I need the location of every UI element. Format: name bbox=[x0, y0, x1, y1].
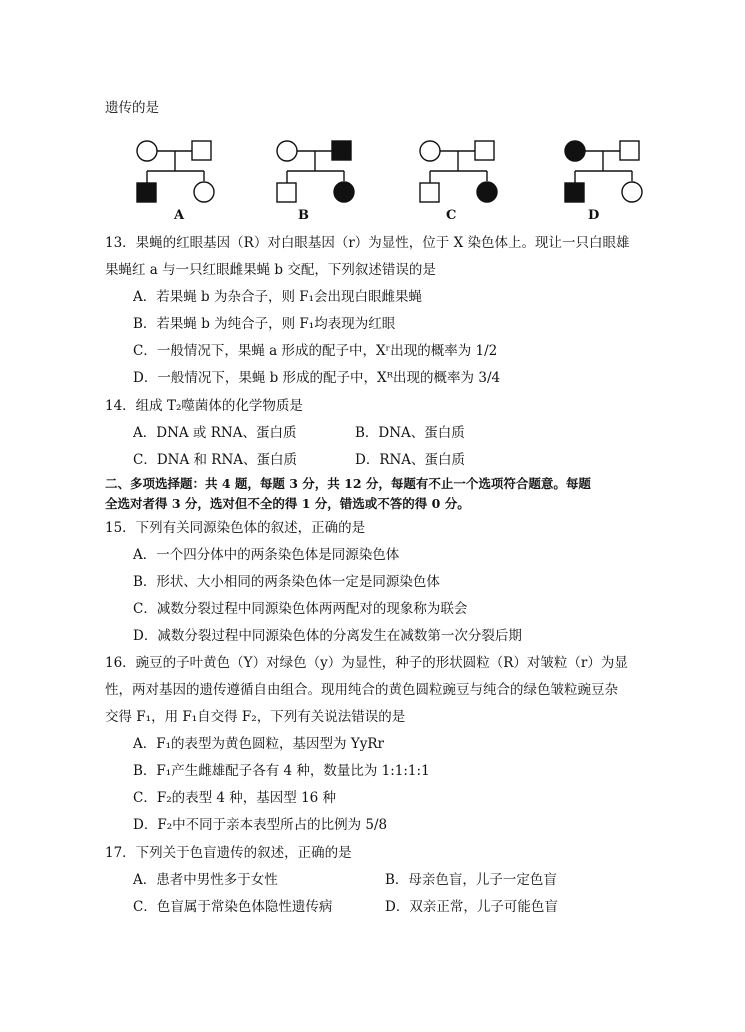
pedigree-diagrams bbox=[125, 135, 645, 230]
q17-option-b: B．母亲色盲，儿子一定色盲 bbox=[385, 872, 557, 888]
q15-stem: 15．下列有关同源染色体的叙述，正确的是 bbox=[105, 520, 366, 536]
q13-option-c: C．一般情况下，果蝇 a 形成的配子中，Xʳ出现的概率为 1/2 bbox=[133, 343, 498, 359]
q17-option-d: D．双亲正常，儿子可能色盲 bbox=[385, 899, 558, 915]
q15-option-d: D．减数分裂过程中同源染色体的分离发生在减数第一次分裂后期 bbox=[133, 628, 522, 644]
q13-option-b: B．若果蝇 b 为纯合子，则 F₁均表现为红眼 bbox=[133, 316, 396, 332]
q13-option-a: A．若果蝇 b 为杂合子，则 F₁会出现白眼雌果蝇 bbox=[133, 289, 423, 305]
pedigree-a bbox=[137, 141, 214, 202]
pedigree-label-d: D bbox=[588, 208, 600, 223]
pedigree-label-c: C bbox=[446, 208, 457, 223]
pedigree-label-a: A bbox=[174, 208, 185, 223]
pedigree-c bbox=[420, 141, 497, 202]
q17-stem: 17．下列关于色盲遗传的叙述，正确的是 bbox=[105, 845, 352, 861]
q16-option-c: C．F₂的表型 4 种，基因型 16 种 bbox=[133, 790, 337, 806]
pedigree-b bbox=[277, 141, 354, 202]
section2-instructions-line2: 全选对者得 3 分，选对但不全的得 1 分，错选或不答的得 0 分。 bbox=[105, 496, 470, 511]
q16-option-b: B．F₁产生雌雄配子各有 4 种，数量比为 1:1:1:1 bbox=[133, 763, 430, 779]
q16-option-a: A．F₁的表型为黄色圆粒，基因型为 YyRr bbox=[133, 736, 384, 752]
q14-option-a: A．DNA 或 RNA、蛋白质 bbox=[133, 425, 297, 441]
q14-option-d: D．RNA、蛋白质 bbox=[355, 452, 466, 468]
q15-option-b: B．形状、大小相同的两条染色体一定是同源染色体 bbox=[133, 574, 440, 590]
q16-stem-line2: 性，两对基因的遗传遵循自由组合。现用纯合的黄色圆粒豌豆与纯合的绿色皱粒豌豆杂 bbox=[105, 682, 618, 698]
q14-option-c: C．DNA 和 RNA、蛋白质 bbox=[133, 452, 298, 468]
q15-option-a: A．一个四分体中的两条染色体是同源染色体 bbox=[133, 547, 400, 563]
q13-stem-line2: 果蝇红 a 与一只红眼雌果蝇 b 交配，下列叙述错误的是 bbox=[105, 262, 436, 278]
q13-stem-line1: 13．果蝇的红眼基因（R）对白眼基因（r）为显性，位于 X 染色体上。现让一只白眼雄 bbox=[105, 235, 630, 251]
q17-option-c: C．色盲属于常染色体隐性遗传病 bbox=[133, 899, 333, 915]
q16-option-d: D．F₂中不同于亲本表型所占的比例为 5/8 bbox=[133, 817, 388, 833]
q16-stem-line1: 16．豌豆的子叶黄色（Y）对绿色（y）为显性，种子的形状圆粒（R）对皱粒（r）为显 bbox=[105, 655, 628, 671]
q14-stem: 14．组成 T₂噬菌体的化学物质是 bbox=[105, 398, 303, 414]
pedigree-label-b: B bbox=[298, 208, 309, 223]
pedigree-d bbox=[565, 141, 642, 202]
intro-text: 遗传的是 bbox=[105, 100, 159, 116]
q14-option-b: B．DNA、蛋白质 bbox=[355, 425, 465, 441]
q15-option-c: C．减数分裂过程中同源染色体两两配对的现象称为联会 bbox=[133, 601, 468, 617]
section2-instructions-line1: 二、多项选择题：共 4 题，每题 3 分，共 12 分，每题有不止一个选项符合题意。每题 bbox=[105, 476, 591, 491]
q13-option-d: D．一般情况下，果蝇 b 形成的配子中，Xᴿ出现的概率为 3/4 bbox=[133, 370, 501, 386]
q16-stem-line3: 交得 F₁，用 F₁自交得 F₂，下列有关说法错误的是 bbox=[105, 709, 406, 725]
q17-option-a: A．患者中男性多于女性 bbox=[133, 872, 278, 888]
